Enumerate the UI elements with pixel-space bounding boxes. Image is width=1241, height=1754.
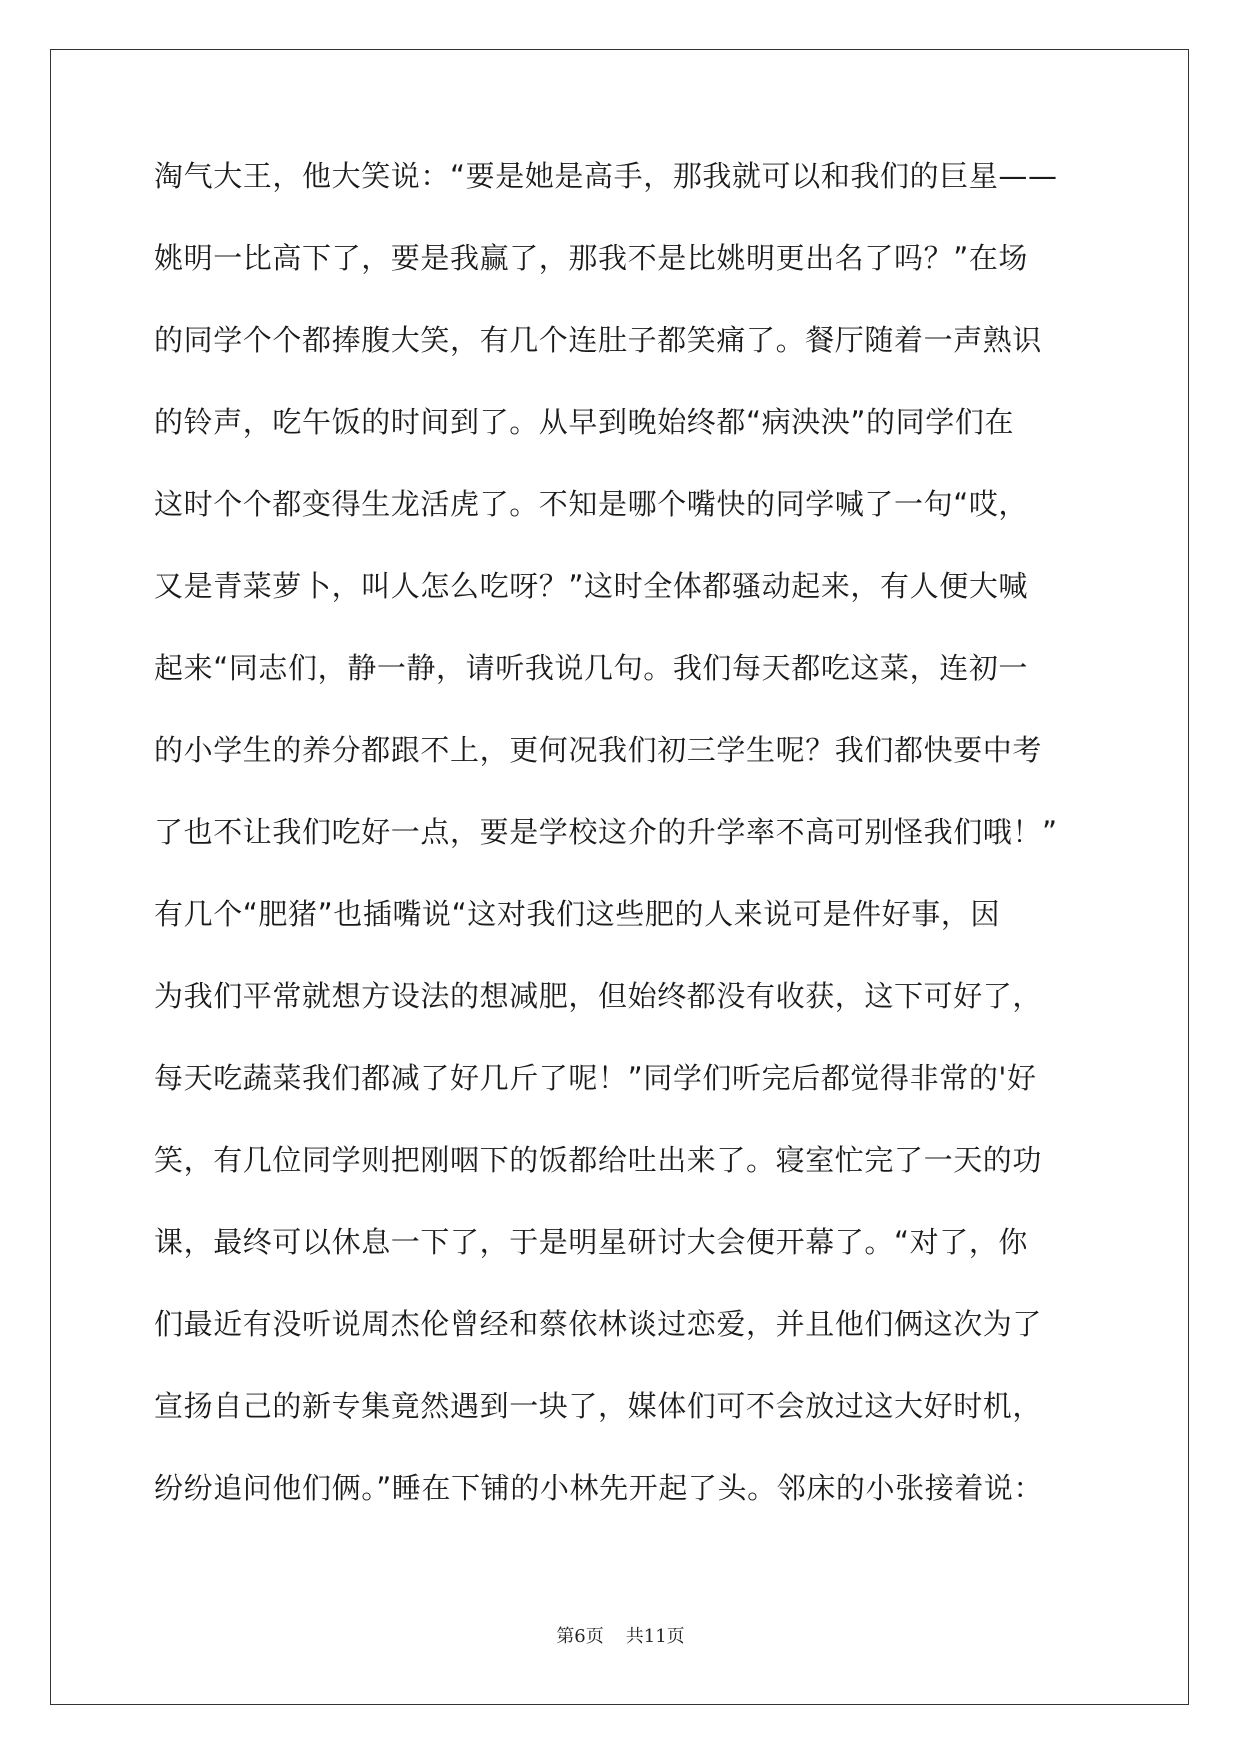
page-footer — [0, 1622, 1241, 1648]
text-line: 的铃声，吃午饭的时间到了。从早到晚始终都“病泱泱”的同学们在 — [154, 405, 1015, 439]
text-line: 的小学生的养分都跟不上，更何况我们初三学生呢？我们都快要中考 — [154, 733, 1043, 767]
text-line: 了也不让我们吃好一点，要是学校这介的升学率不高可别怪我们哦！” — [154, 815, 1058, 849]
text-line: 起来“同志们，静一静，请听我说几句。我们每天都吃这菜，连初一 — [154, 651, 1029, 685]
text-line: 纷纷追问他们俩。”睡在下铺的小林先开起了头。邻床的小张接着说： — [154, 1471, 1044, 1505]
text-line: 笑，有几位同学则把刚咽下的饭都给吐出来了。寝室忙完了一天的功 — [154, 1143, 1043, 1177]
text-line: 每天吃蔬菜我们都减了好几斤了呢！”同学们听完后都觉得非常的'好 — [154, 1061, 1037, 1095]
text-line: 宣扬自己的新专集竟然遇到一块了，媒体们可不会放过这大好时机， — [154, 1389, 1043, 1423]
text-line: 姚明一比高下了，要是我赢了，那我不是比姚明更出名了吗？”在场 — [154, 241, 1029, 275]
text-line: 又是青菜萝卜，叫人怎么吃呀？”这时全体都骚动起来，有人便大喊 — [154, 569, 1029, 603]
document-body — [154, 158, 1094, 1552]
text-line: 们最近有没听说周杰伦曾经和蔡依林谈过恋爱，并且他们俩这次为了 — [154, 1307, 1043, 1341]
text-line: 为我们平常就想方设法的想减肥，但始终都没有收获，这下可好了， — [154, 979, 1043, 1013]
text-line: 这时个个都变得生龙活虎了。不知是哪个嘴快的同学喊了一句“哎， — [154, 487, 1029, 521]
text-line: 淘气大王，他大笑说：“要是她是高手，那我就可以和我们的巨星—— — [154, 159, 1058, 193]
text-line: 有几个“肥猪”也插嘴说“这对我们这些肥的人来说可是件好事，因 — [154, 897, 1001, 931]
text-line: 课，最终可以休息一下了，于是明星研讨大会便开幕了。“对了，你 — [154, 1225, 1029, 1259]
text-line: 的同学个个都捧腹大笑，有几个连肚子都笑痛了。餐厅随着一声熟识 — [154, 323, 1043, 357]
page-number: 第6页 — [556, 1626, 604, 1647]
page-total: 共11页 — [625, 1626, 685, 1647]
